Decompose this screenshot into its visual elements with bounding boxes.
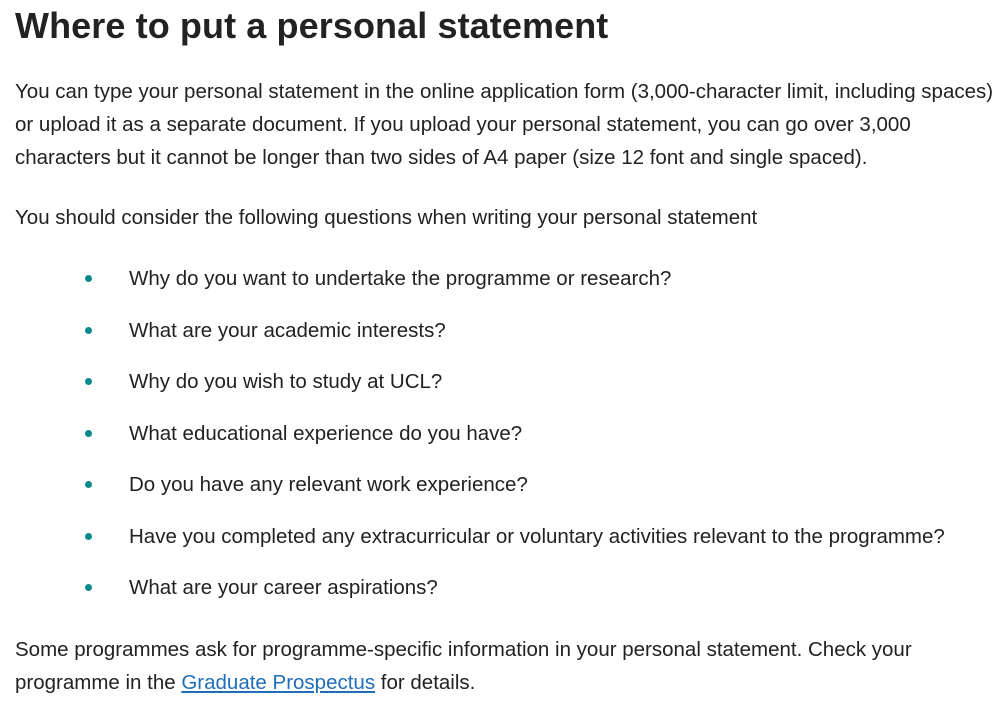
closing-text-after: for details.	[375, 671, 476, 694]
list-item	[0, 314, 1005, 366]
closing-text-before: Some programmes ask for programme-specific information in your personal statement. Check your programme in the	[15, 638, 912, 694]
list-item-text: Have you completed any extracurricular or voluntary activities relevant to the programme?	[129, 524, 945, 548]
list-item-text: What are your academic interests?	[129, 318, 446, 342]
bullet-icon	[85, 327, 92, 334]
bullet-icon	[85, 533, 92, 540]
bullet-icon	[85, 275, 92, 282]
list-item	[0, 417, 1005, 469]
list-item-text: Why do you wish to study at UCL?	[129, 370, 443, 393]
list-item-text: Why do you want to undertake the programme or research?	[129, 267, 672, 290]
list-item-text: Do you have any relevant work experience?	[129, 473, 528, 496]
questions-list	[0, 262, 1005, 623]
closing-paragraph	[15, 633, 995, 699]
list-item	[0, 571, 1005, 623]
intro-paragraph: You can type your personal statement in the online application form (3,000-character limit, including spaces) or upload it as a separate document. If you upload your personal statement, you can go over 3,000 characters but it cannot be longer than two sides of A4 paper (size 12 font and single spaced).	[15, 80, 994, 169]
bullet-icon	[85, 430, 92, 437]
list-item	[0, 520, 1005, 572]
list-item-text: What are your career aspirations?	[129, 576, 438, 599]
list-item	[0, 365, 1005, 417]
lead-in-paragraph: You should consider the following questions when writing your personal statement	[15, 206, 758, 229]
bullet-icon	[85, 378, 92, 385]
page-title: Where to put a personal statement	[15, 5, 609, 46]
bullet-icon	[85, 481, 92, 488]
bullet-icon	[85, 584, 92, 591]
list-item-text: What educational experience do you have?	[129, 421, 523, 445]
graduate-prospectus-link[interactable]: Graduate Prospectus	[181, 671, 376, 694]
list-item	[0, 262, 1005, 314]
list-item	[0, 468, 1005, 520]
